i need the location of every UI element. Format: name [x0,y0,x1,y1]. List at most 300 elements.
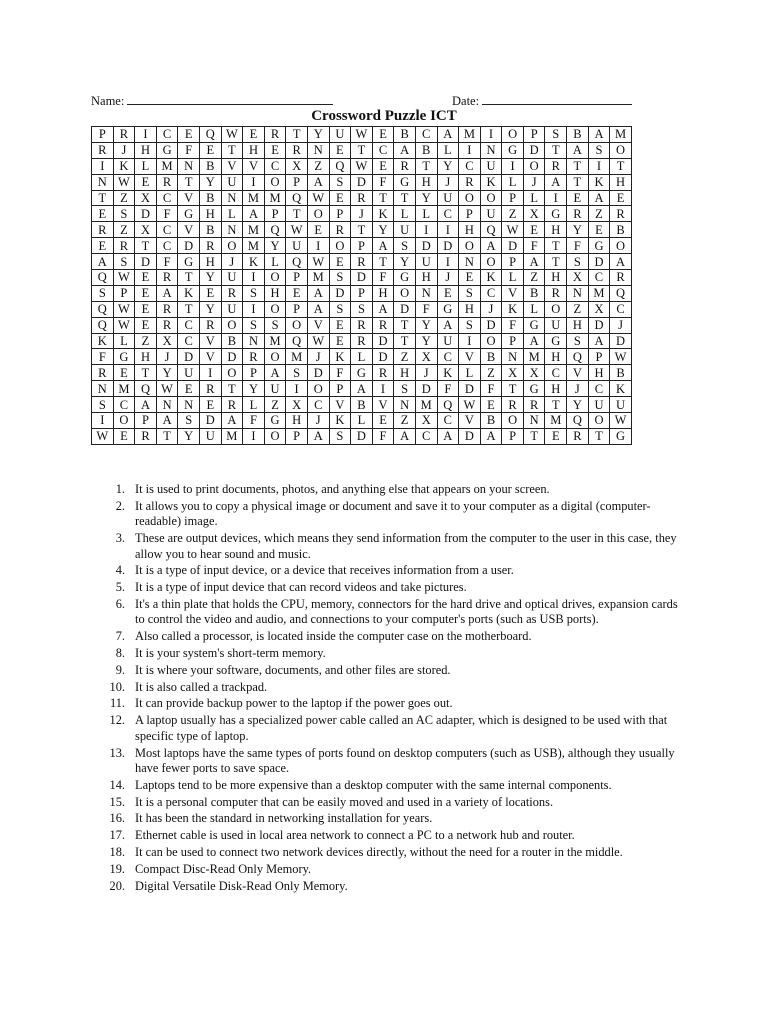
grid-cell[interactable]: M [264,190,286,206]
grid-cell[interactable]: E [372,158,394,174]
grid-cell[interactable]: X [156,333,178,349]
grid-cell[interactable]: R [199,238,221,254]
grid-cell[interactable]: H [286,413,308,429]
grid-cell[interactable]: V [221,158,243,174]
grid-cell[interactable]: F [372,174,394,190]
grid-cell[interactable]: Z [523,270,545,286]
grid-cell[interactable]: L [437,142,459,158]
grid-cell[interactable]: O [610,238,632,254]
grid-cell[interactable]: A [307,285,329,301]
grid-cell[interactable]: D [523,142,545,158]
grid-cell[interactable]: A [545,174,567,190]
grid-cell[interactable]: K [113,158,135,174]
grid-cell[interactable]: Y [156,365,178,381]
grid-cell[interactable]: R [92,142,114,158]
grid-cell[interactable]: I [286,381,308,397]
grid-cell[interactable]: S [243,317,265,333]
grid-cell[interactable]: C [372,142,394,158]
grid-cell[interactable]: S [394,381,416,397]
grid-cell[interactable]: Y [567,222,589,238]
grid-cell[interactable]: W [307,190,329,206]
grid-cell[interactable]: H [394,365,416,381]
grid-cell[interactable]: G [394,270,416,286]
grid-cell[interactable]: F [502,317,524,333]
grid-cell[interactable]: Z [394,413,416,429]
grid-cell[interactable]: R [351,190,373,206]
grid-cell[interactable]: P [502,254,524,270]
grid-cell[interactable]: C [156,127,178,143]
grid-cell[interactable]: E [264,142,286,158]
grid-cell[interactable]: L [135,158,157,174]
grid-cell[interactable]: P [502,428,524,444]
grid-cell[interactable]: B [351,397,373,413]
grid-cell[interactable]: R [286,142,308,158]
grid-cell[interactable]: I [588,158,610,174]
grid-cell[interactable]: X [502,365,524,381]
grid-cell[interactable]: T [545,397,567,413]
grid-cell[interactable]: F [178,142,200,158]
grid-cell[interactable]: T [588,428,610,444]
grid-cell[interactable]: E [135,285,157,301]
grid-cell[interactable]: E [92,238,114,254]
grid-cell[interactable]: N [178,397,200,413]
grid-cell[interactable]: R [502,397,524,413]
grid-cell[interactable]: E [610,190,632,206]
grid-cell[interactable]: R [156,301,178,317]
grid-cell[interactable]: X [135,222,157,238]
grid-cell[interactable]: S [567,254,589,270]
grid-cell[interactable]: D [437,238,459,254]
grid-cell[interactable]: D [135,254,157,270]
grid-cell[interactable]: C [156,222,178,238]
grid-cell[interactable]: H [199,206,221,222]
grid-cell[interactable]: K [610,381,632,397]
grid-cell[interactable]: V [199,333,221,349]
grid-cell[interactable]: Z [264,397,286,413]
grid-cell[interactable]: J [437,270,459,286]
grid-cell[interactable]: Q [286,333,308,349]
grid-cell[interactable]: H [610,174,632,190]
grid-cell[interactable]: N [92,174,114,190]
grid-cell[interactable]: P [351,238,373,254]
grid-cell[interactable]: Y [178,428,200,444]
grid-cell[interactable]: W [459,397,481,413]
grid-cell[interactable]: L [502,270,524,286]
grid-cell[interactable]: T [415,158,437,174]
grid-cell[interactable]: T [394,333,416,349]
grid-cell[interactable]: H [459,222,481,238]
grid-cell[interactable]: I [372,381,394,397]
grid-cell[interactable]: Y [372,222,394,238]
grid-cell[interactable]: T [610,158,632,174]
grid-cell[interactable]: O [610,142,632,158]
grid-cell[interactable]: C [480,285,502,301]
grid-cell[interactable]: Q [480,222,502,238]
grid-cell[interactable]: Y [415,317,437,333]
grid-cell[interactable]: D [351,428,373,444]
grid-cell[interactable]: Z [394,349,416,365]
grid-cell[interactable]: R [351,317,373,333]
grid-cell[interactable]: A [610,254,632,270]
grid-cell[interactable]: D [372,349,394,365]
grid-cell[interactable]: D [394,301,416,317]
grid-cell[interactable]: C [437,349,459,365]
grid-cell[interactable]: Q [329,158,351,174]
grid-cell[interactable]: R [92,365,114,381]
grid-cell[interactable]: A [135,397,157,413]
grid-cell[interactable]: W [307,254,329,270]
grid-cell[interactable]: T [523,428,545,444]
grid-cell[interactable]: F [523,238,545,254]
grid-cell[interactable]: E [329,190,351,206]
grid-cell[interactable]: F [92,349,114,365]
grid-cell[interactable]: S [113,254,135,270]
grid-cell[interactable]: U [437,333,459,349]
grid-cell[interactable]: P [351,285,373,301]
grid-cell[interactable]: Z [480,365,502,381]
grid-cell[interactable]: Q [199,127,221,143]
grid-cell[interactable]: A [243,206,265,222]
grid-cell[interactable]: I [135,127,157,143]
grid-cell[interactable]: P [286,270,308,286]
grid-cell[interactable]: A [351,381,373,397]
grid-cell[interactable]: B [199,190,221,206]
grid-cell[interactable]: N [523,413,545,429]
grid-cell[interactable]: I [243,428,265,444]
grid-cell[interactable]: W [113,174,135,190]
grid-cell[interactable]: U [545,317,567,333]
grid-cell[interactable]: P [286,174,308,190]
grid-cell[interactable]: M [415,397,437,413]
grid-cell[interactable]: B [567,127,589,143]
grid-cell[interactable]: R [567,206,589,222]
grid-cell[interactable]: Z [307,158,329,174]
grid-cell[interactable]: G [545,333,567,349]
grid-cell[interactable]: N [459,254,481,270]
grid-cell[interactable]: O [523,158,545,174]
grid-cell[interactable]: N [394,397,416,413]
grid-cell[interactable]: R [523,397,545,413]
grid-cell[interactable]: K [329,413,351,429]
grid-cell[interactable]: O [394,285,416,301]
grid-cell[interactable]: A [437,428,459,444]
grid-cell[interactable]: W [610,413,632,429]
grid-cell[interactable]: D [588,317,610,333]
grid-cell[interactable]: N [502,349,524,365]
grid-cell[interactable]: P [329,381,351,397]
grid-cell[interactable]: I [415,222,437,238]
grid-cell[interactable]: K [178,285,200,301]
grid-cell[interactable]: E [545,428,567,444]
grid-cell[interactable]: U [480,206,502,222]
grid-cell[interactable]: E [307,222,329,238]
grid-cell[interactable]: P [135,413,157,429]
grid-cell[interactable]: N [243,333,265,349]
grid-cell[interactable]: O [459,238,481,254]
grid-cell[interactable]: U [415,254,437,270]
grid-cell[interactable]: K [372,206,394,222]
grid-cell[interactable]: R [329,222,351,238]
grid-cell[interactable]: E [437,285,459,301]
grid-cell[interactable]: Y [264,238,286,254]
grid-cell[interactable]: S [329,270,351,286]
grid-cell[interactable]: E [329,254,351,270]
grid-cell[interactable]: T [545,238,567,254]
grid-cell[interactable]: Y [567,397,589,413]
grid-cell[interactable]: R [221,285,243,301]
grid-cell[interactable]: T [567,174,589,190]
grid-cell[interactable]: N [178,158,200,174]
grid-cell[interactable]: F [415,301,437,317]
grid-cell[interactable]: H [567,317,589,333]
grid-cell[interactable]: R [156,270,178,286]
grid-cell[interactable]: I [199,365,221,381]
grid-cell[interactable]: L [264,254,286,270]
grid-cell[interactable]: S [351,301,373,317]
grid-cell[interactable]: O [459,190,481,206]
grid-cell[interactable]: M [523,349,545,365]
grid-cell[interactable]: Y [199,270,221,286]
grid-cell[interactable]: O [480,254,502,270]
grid-cell[interactable]: T [178,270,200,286]
grid-cell[interactable]: C [264,158,286,174]
grid-cell[interactable]: R [156,174,178,190]
grid-cell[interactable]: P [286,428,308,444]
grid-cell[interactable]: H [588,365,610,381]
grid-cell[interactable]: D [221,349,243,365]
grid-cell[interactable]: C [545,365,567,381]
grid-cell[interactable]: O [221,317,243,333]
grid-cell[interactable]: V [329,397,351,413]
grid-cell[interactable]: E [588,222,610,238]
grid-cell[interactable]: F [156,254,178,270]
grid-cell[interactable]: U [221,174,243,190]
grid-cell[interactable]: U [178,365,200,381]
grid-cell[interactable]: B [610,365,632,381]
grid-cell[interactable]: E [459,270,481,286]
grid-cell[interactable]: M [286,349,308,365]
grid-cell[interactable]: J [307,349,329,365]
grid-cell[interactable]: P [92,127,114,143]
grid-cell[interactable]: D [459,428,481,444]
grid-cell[interactable]: C [178,333,200,349]
grid-cell[interactable]: I [243,301,265,317]
grid-cell[interactable]: R [243,349,265,365]
grid-cell[interactable]: G [437,301,459,317]
grid-cell[interactable]: G [394,174,416,190]
grid-cell[interactable]: O [480,190,502,206]
grid-cell[interactable]: V [178,222,200,238]
grid-cell[interactable]: B [221,333,243,349]
grid-cell[interactable]: B [394,127,416,143]
grid-cell[interactable]: D [372,333,394,349]
grid-cell[interactable]: L [351,413,373,429]
grid-cell[interactable]: A [437,317,459,333]
grid-cell[interactable]: Z [502,206,524,222]
grid-cell[interactable]: M [243,238,265,254]
grid-cell[interactable]: E [92,206,114,222]
grid-cell[interactable]: D [459,381,481,397]
grid-cell[interactable]: A [307,301,329,317]
grid-cell[interactable]: K [437,365,459,381]
grid-cell[interactable]: S [113,206,135,222]
grid-cell[interactable]: T [178,174,200,190]
grid-cell[interactable]: G [523,317,545,333]
grid-cell[interactable]: T [221,381,243,397]
grid-cell[interactable]: D [329,285,351,301]
grid-cell[interactable]: A [307,428,329,444]
grid-cell[interactable]: O [264,301,286,317]
grid-cell[interactable]: H [459,301,481,317]
grid-cell[interactable]: H [135,142,157,158]
grid-cell[interactable]: K [92,333,114,349]
grid-cell[interactable]: G [113,349,135,365]
grid-cell[interactable]: B [610,222,632,238]
grid-cell[interactable]: B [480,413,502,429]
grid-cell[interactable]: E [372,413,394,429]
grid-cell[interactable]: E [243,127,265,143]
grid-cell[interactable]: S [286,365,308,381]
grid-cell[interactable]: D [178,349,200,365]
grid-cell[interactable]: S [92,285,114,301]
grid-cell[interactable]: H [545,222,567,238]
grid-cell[interactable]: O [264,270,286,286]
grid-cell[interactable]: X [523,365,545,381]
grid-cell[interactable]: N [221,190,243,206]
grid-cell[interactable]: C [415,428,437,444]
grid-cell[interactable]: D [178,238,200,254]
grid-cell[interactable]: H [199,254,221,270]
grid-cell[interactable]: K [329,349,351,365]
grid-cell[interactable]: W [113,301,135,317]
grid-cell[interactable]: X [135,190,157,206]
grid-cell[interactable]: X [415,349,437,365]
grid-cell[interactable]: T [178,301,200,317]
grid-cell[interactable]: L [243,397,265,413]
grid-cell[interactable]: A [523,333,545,349]
date-blank-line[interactable] [482,92,632,105]
grid-cell[interactable]: T [286,206,308,222]
grid-cell[interactable]: Q [286,190,308,206]
grid-cell[interactable]: E [178,381,200,397]
grid-cell[interactable]: R [372,365,394,381]
grid-cell[interactable]: M [264,333,286,349]
grid-cell[interactable]: T [135,238,157,254]
grid-cell[interactable]: C [437,206,459,222]
grid-cell[interactable]: T [286,127,308,143]
grid-cell[interactable]: M [243,190,265,206]
grid-cell[interactable]: Y [415,190,437,206]
grid-cell[interactable]: E [480,397,502,413]
grid-cell[interactable]: C [113,397,135,413]
grid-cell[interactable]: T [394,317,416,333]
grid-cell[interactable]: E [135,317,157,333]
grid-cell[interactable]: J [307,413,329,429]
grid-cell[interactable]: U [221,301,243,317]
grid-cell[interactable]: E [286,285,308,301]
grid-cell[interactable]: A [480,238,502,254]
grid-cell[interactable]: V [372,397,394,413]
grid-cell[interactable]: G [588,238,610,254]
grid-cell[interactable]: E [113,365,135,381]
grid-cell[interactable]: F [372,270,394,286]
grid-cell[interactable]: P [264,206,286,222]
grid-cell[interactable]: E [329,142,351,158]
grid-cell[interactable]: F [372,428,394,444]
grid-cell[interactable]: L [459,365,481,381]
grid-cell[interactable]: H [545,270,567,286]
grid-cell[interactable]: M [221,428,243,444]
grid-cell[interactable]: X [286,158,308,174]
grid-cell[interactable]: P [459,206,481,222]
grid-cell[interactable]: I [502,158,524,174]
grid-cell[interactable]: I [480,127,502,143]
grid-cell[interactable]: O [221,365,243,381]
grid-cell[interactable]: S [394,238,416,254]
grid-cell[interactable]: J [113,142,135,158]
grid-cell[interactable]: S [264,317,286,333]
grid-cell[interactable]: N [92,381,114,397]
grid-cell[interactable]: U [221,270,243,286]
grid-cell[interactable]: N [480,142,502,158]
grid-cell[interactable]: E [178,127,200,143]
grid-cell[interactable]: A [156,285,178,301]
grid-cell[interactable]: T [545,254,567,270]
grid-cell[interactable]: C [610,301,632,317]
grid-cell[interactable]: B [480,349,502,365]
grid-cell[interactable]: G [523,381,545,397]
grid-cell[interactable]: H [415,174,437,190]
grid-cell[interactable]: S [178,413,200,429]
grid-cell[interactable]: F [243,413,265,429]
grid-cell[interactable]: T [135,365,157,381]
grid-cell[interactable]: R [92,222,114,238]
grid-cell[interactable]: J [351,206,373,222]
grid-cell[interactable]: I [243,174,265,190]
grid-cell[interactable]: M [113,381,135,397]
grid-cell[interactable]: I [437,254,459,270]
grid-cell[interactable]: T [567,158,589,174]
grid-cell[interactable]: J [610,317,632,333]
grid-cell[interactable]: W [156,381,178,397]
grid-cell[interactable]: B [199,222,221,238]
grid-cell[interactable]: T [156,428,178,444]
grid-cell[interactable]: H [415,270,437,286]
grid-cell[interactable]: F [329,365,351,381]
grid-cell[interactable]: T [92,190,114,206]
grid-cell[interactable]: E [199,285,221,301]
grid-cell[interactable]: G [264,413,286,429]
grid-cell[interactable]: L [523,301,545,317]
grid-cell[interactable]: D [199,413,221,429]
grid-cell[interactable]: D [351,270,373,286]
grid-cell[interactable]: T [351,142,373,158]
grid-cell[interactable]: M [243,222,265,238]
grid-cell[interactable]: S [243,285,265,301]
grid-cell[interactable]: S [329,174,351,190]
grid-cell[interactable]: K [502,301,524,317]
grid-cell[interactable]: I [92,158,114,174]
grid-cell[interactable]: T [221,142,243,158]
name-blank-line[interactable] [127,92,333,105]
grid-cell[interactable]: A [588,333,610,349]
grid-cell[interactable]: S [545,127,567,143]
grid-cell[interactable]: A [480,428,502,444]
grid-cell[interactable]: V [307,317,329,333]
grid-cell[interactable]: Y [199,301,221,317]
grid-cell[interactable]: S [459,317,481,333]
grid-cell[interactable]: J [415,365,437,381]
